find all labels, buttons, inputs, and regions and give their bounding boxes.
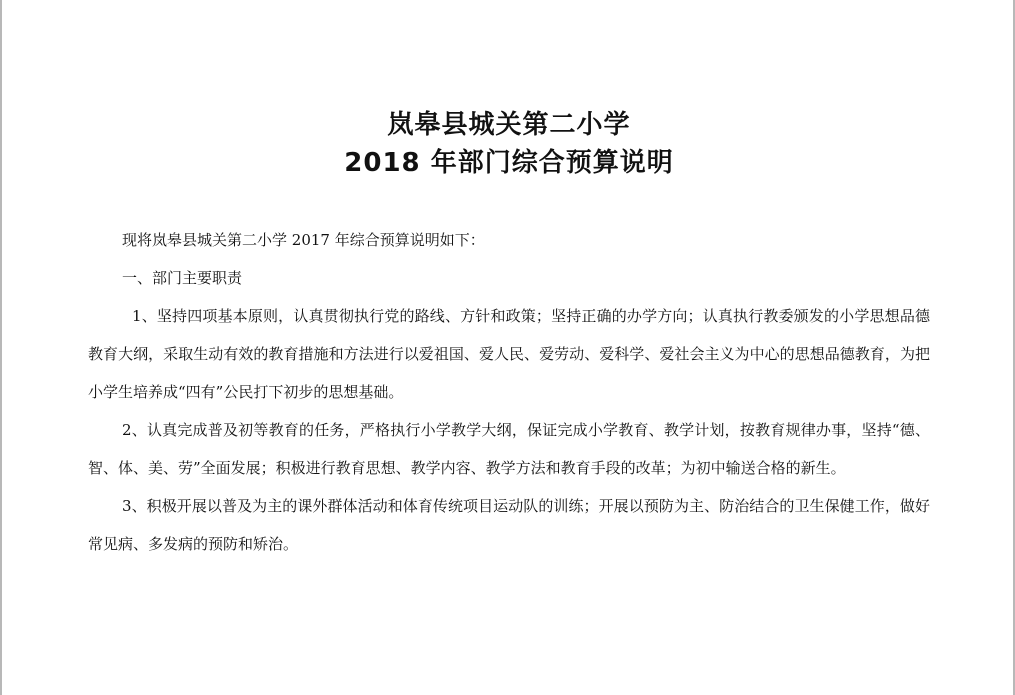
duty-paragraph-1: 1、坚持四项基本原则，认真贯彻执行党的路线、方针和政策；坚持正确的办学方向；认真执行教委颁发的小学思想品德教育大纲，采取生动有效的教育措施和方法进行以爱祖国、爱人民、爱劳动、爱科学、爱社会主义为中心的思想品德教育，为把小学生培养成“四有”公民打下初步的思想基础。	[88, 307, 930, 401]
duty-paragraph-2: 2、认真完成普及初等教育的任务，严格执行小学教学大纲，保证完成小学教育、教学计划，按教育规律办事，坚持“德、智、体、美、劳”全面发展；积极进行教育思想、教学内容、教学方法和教育手段的改革；为初中输送合格的新生。	[88, 421, 930, 477]
document-page	[88, 0, 930, 695]
page-left-border	[0, 0, 2, 695]
duty-paragraph-3: 3、积极开展以普及为主的课外群体活动和体育传统项目运动队的训练；开展以预防为主、防治结合的卫生保健工作，做好常见病、多发病的预防和矫治。	[88, 497, 930, 553]
document-title-line2: 2018 年部门综合预算说明	[344, 148, 674, 178]
document-title-line1: 岚皋县城关第二小学	[387, 110, 631, 140]
document-body	[88, 221, 930, 563]
section-heading: 一、部门主要职责	[122, 269, 243, 287]
intro-paragraph: 现将岚皋县城关第二小学 2017 年综合预算说明如下：	[122, 231, 485, 249]
